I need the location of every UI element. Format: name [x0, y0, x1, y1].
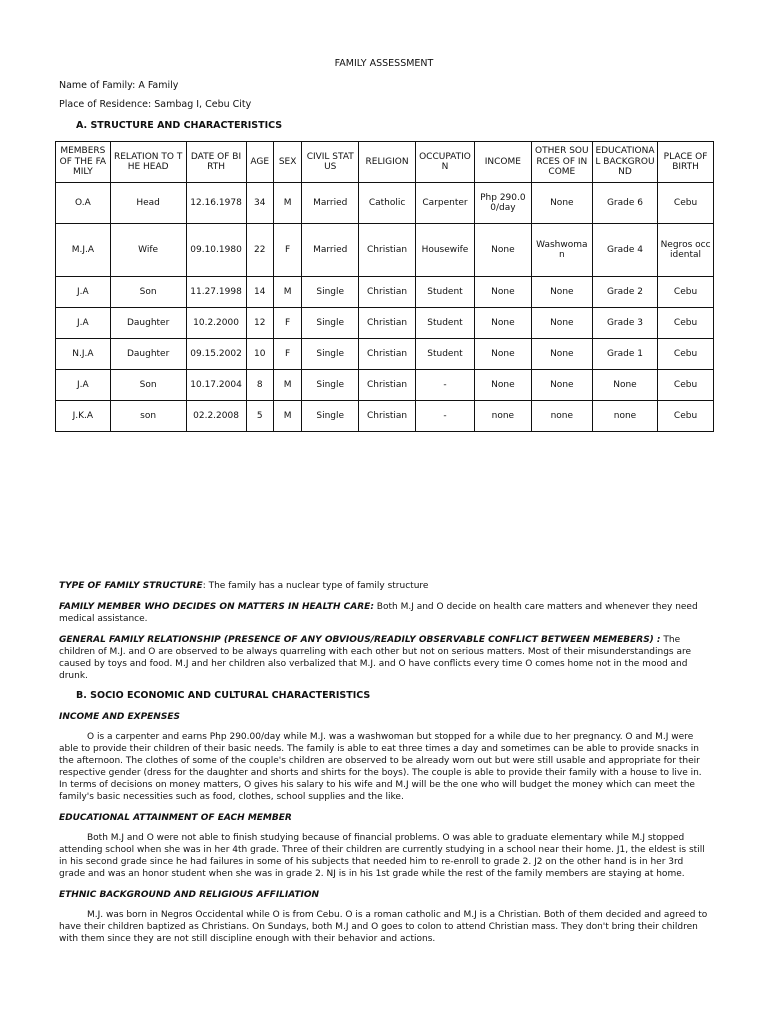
cell-occupation: -	[416, 401, 475, 432]
cell-relation: Daughter	[110, 339, 186, 370]
table-row	[56, 308, 714, 339]
cell-member: N.J.A	[56, 339, 111, 370]
decision-maker-label: FAMILY MEMBER WHO DECIDES ON MATTERS IN HEALTH CARE:	[59, 602, 374, 612]
col-sex: SEX	[273, 142, 301, 183]
relationship	[59, 634, 709, 682]
type-structure-label: TYPE OF FAMILY STRUCTURE	[59, 581, 203, 591]
cell-age: 22	[246, 224, 273, 277]
cell-income: None	[474, 308, 531, 339]
cell-age: 34	[246, 183, 273, 224]
cell-dob: 02.2.2008	[186, 401, 246, 432]
col-religion: RELIGION	[359, 142, 416, 183]
table-header-row	[56, 142, 714, 183]
cell-birthplace: Cebu	[658, 339, 714, 370]
cell-occupation: Student	[416, 277, 475, 308]
col-members: MEMBERS OF THE FAMILY	[56, 142, 111, 183]
page-title: FAMILY ASSESSMENT	[334, 58, 434, 69]
col-other-income: OTHER SOURCES OF INCOME	[531, 142, 592, 183]
family-table	[55, 141, 714, 432]
type-structure-text: : The family has a nuclear type of family structure	[202, 581, 429, 591]
cell-civil-status: Single	[302, 401, 359, 432]
cell-other-income: None	[531, 339, 592, 370]
cell-age: 8	[246, 370, 273, 401]
col-relation: RELATION TO THE HEAD	[110, 142, 186, 183]
col-dob: DATE OF BIRTH	[186, 142, 246, 183]
ethnic-heading: ETHNIC BACKGROUND AND RELIGIOUS AFFILIATION	[59, 890, 320, 900]
cell-occupation: -	[416, 370, 475, 401]
cell-occupation: Housewife	[416, 224, 475, 277]
table-row	[56, 370, 714, 401]
col-civil-status: CIVIL STATUS	[302, 142, 359, 183]
education-text: Both M.J and O were not able to finish studying because of financial problems. O was able to graduate elementary while M.J stopped attending school when she was in her 4th grade. Three of their children are currently studying in a school near their home. J1, the eldest is still in his second grade since he had failures in some of his subjects that needed him to re-enroll to grade 2. J2 on the other hand is in her 3rd grade and was an honor student when she was in grade 2. NJ is in his 1st grade while the rest of the family members are staying at home.	[59, 833, 705, 879]
cell-birthplace: Cebu	[658, 183, 714, 224]
cell-age: 5	[246, 401, 273, 432]
cell-income: None	[474, 277, 531, 308]
col-education: EDUCATIONAL BACKGROUND	[592, 142, 657, 183]
cell-member: J.A	[56, 308, 111, 339]
cell-income: Php 290.00/day	[474, 183, 531, 224]
cell-religion: Christian	[359, 277, 416, 308]
income-text: O is a carpenter and earns Php 290.00/day while M.J. was a washwoman but stopped for a while due to her pregnancy. O and M.J were able to provide their children of their basic needs. The family is able to eat three times a day and sometimes can be able to provide snacks in the afternoon. The clothes of some of the couple's children are observed to be already worn out but were still usable and appropriate for their respective gender (dress for the daughter and shorts and shirts for the boys). The couple is able to provide their family with a house to live in. In terms of decisions on money matters, O gives his salary to his wife and M.J will be the one who will budget the money which can meet the family's basic necessities such as food, clothes, school supplies and the like.	[59, 732, 702, 802]
col-age: AGE	[246, 142, 273, 183]
cell-sex: F	[273, 308, 301, 339]
cell-sex: M	[273, 370, 301, 401]
cell-birthplace: Cebu	[658, 308, 714, 339]
cell-civil-status: Married	[302, 183, 359, 224]
income-heading: INCOME AND EXPENSES	[59, 712, 180, 722]
section-b-heading: B. SOCIO ECONOMIC AND CULTURAL CHARACTERISTICS	[76, 690, 371, 701]
cell-relation: Son	[110, 370, 186, 401]
cell-age: 12	[246, 308, 273, 339]
relationship-text: The children of M.J. and O are observed to be always quarreling with each other but not on serious matters. Most of their misunderstandings are caused by toys and food. M.J and her children also verbalized that M.J. and O have conflicts every time O comes home not in the mood and drunk.	[59, 635, 692, 681]
family-name: Name of Family: A Family	[59, 80, 179, 91]
cell-education: Grade 2	[592, 277, 657, 308]
type-structure	[59, 580, 709, 592]
cell-income: none	[474, 401, 531, 432]
cell-religion: Christian	[359, 339, 416, 370]
cell-age: 10	[246, 339, 273, 370]
cell-other-income: none	[531, 401, 592, 432]
cell-income: None	[474, 224, 531, 277]
cell-income: None	[474, 339, 531, 370]
relationship-label: GENERAL FAMILY RELATIONSHIP (PRESENCE OF ANY OBVIOUS/READILY OBSERVABLE CONFLICT BETWEEN MEMEBERS) :	[59, 635, 661, 645]
cell-education: none	[592, 401, 657, 432]
cell-dob: 10.2.2000	[186, 308, 246, 339]
cell-sex: F	[273, 339, 301, 370]
cell-age: 14	[246, 277, 273, 308]
cell-religion: Christian	[359, 224, 416, 277]
education-heading: EDUCATIONAL ATTAINMENT OF EACH MEMBER	[59, 813, 292, 823]
cell-other-income: None	[531, 277, 592, 308]
cell-civil-status: Single	[302, 277, 359, 308]
section-a-heading: A. STRUCTURE AND CHARACTERISTICS	[76, 120, 283, 131]
cell-occupation: Student	[416, 339, 475, 370]
cell-religion: Catholic	[359, 183, 416, 224]
cell-education: Grade 1	[592, 339, 657, 370]
decision-maker-text: Both M.J and O decide on health care matters and whenever they need medical assistance.	[59, 602, 698, 624]
cell-other-income: None	[531, 370, 592, 401]
cell-other-income: Washwoman	[531, 224, 592, 277]
cell-member: J.A	[56, 370, 111, 401]
cell-birthplace: Cebu	[658, 277, 714, 308]
residence: Place of Residence: Sambag I, Cebu City	[59, 99, 252, 110]
table-body	[56, 183, 714, 432]
col-income: INCOME	[474, 142, 531, 183]
cell-dob: 10.17.2004	[186, 370, 246, 401]
cell-dob: 09.15.2002	[186, 339, 246, 370]
ethnic-text: M.J. was born in Negros Occidental while O is from Cebu. O is a roman catholic and M.J is a Christian. Both of them decided and agreed to have their children baptized as Christians. On Sundays, both M.J and O goes to colon to attend Christian mass. They don't bring their children with them since they are not still discipline enough with their behavior and actions.	[59, 910, 708, 944]
cell-relation: son	[110, 401, 186, 432]
cell-birthplace: Cebu	[658, 370, 714, 401]
cell-birthplace: Negros occidental	[658, 224, 714, 277]
cell-relation: Son	[110, 277, 186, 308]
table-row	[56, 401, 714, 432]
cell-occupation: Carpenter	[416, 183, 475, 224]
cell-sex: M	[273, 401, 301, 432]
col-occupation: OCCUPATION	[416, 142, 475, 183]
cell-relation: Wife	[110, 224, 186, 277]
cell-civil-status: Single	[302, 370, 359, 401]
cell-dob: 12.16.1978	[186, 183, 246, 224]
cell-occupation: Student	[416, 308, 475, 339]
cell-other-income: None	[531, 308, 592, 339]
cell-religion: Christian	[359, 308, 416, 339]
cell-dob: 09.10.1980	[186, 224, 246, 277]
cell-education: Grade 4	[592, 224, 657, 277]
cell-member: O.A	[56, 183, 111, 224]
cell-civil-status: Married	[302, 224, 359, 277]
cell-education: Grade 3	[592, 308, 657, 339]
cell-income: None	[474, 370, 531, 401]
cell-birthplace: Cebu	[658, 401, 714, 432]
col-birthplace: PLACE OF BIRTH	[658, 142, 714, 183]
cell-education: None	[592, 370, 657, 401]
cell-dob: 11.27.1998	[186, 277, 246, 308]
cell-member: J.A	[56, 277, 111, 308]
table-row	[56, 339, 714, 370]
cell-religion: Christian	[359, 370, 416, 401]
table-row	[56, 277, 714, 308]
cell-education: Grade 6	[592, 183, 657, 224]
cell-relation: Head	[110, 183, 186, 224]
cell-relation: Daughter	[110, 308, 186, 339]
cell-sex: M	[273, 183, 301, 224]
cell-religion: Christian	[359, 401, 416, 432]
cell-other-income: None	[531, 183, 592, 224]
cell-civil-status: Single	[302, 308, 359, 339]
cell-member: M.J.A	[56, 224, 111, 277]
cell-sex: M	[273, 277, 301, 308]
cell-sex: F	[273, 224, 301, 277]
table-row	[56, 183, 714, 224]
cell-member: J.K.A	[56, 401, 111, 432]
table-row	[56, 224, 714, 277]
decision-maker	[59, 601, 709, 625]
cell-civil-status: Single	[302, 339, 359, 370]
